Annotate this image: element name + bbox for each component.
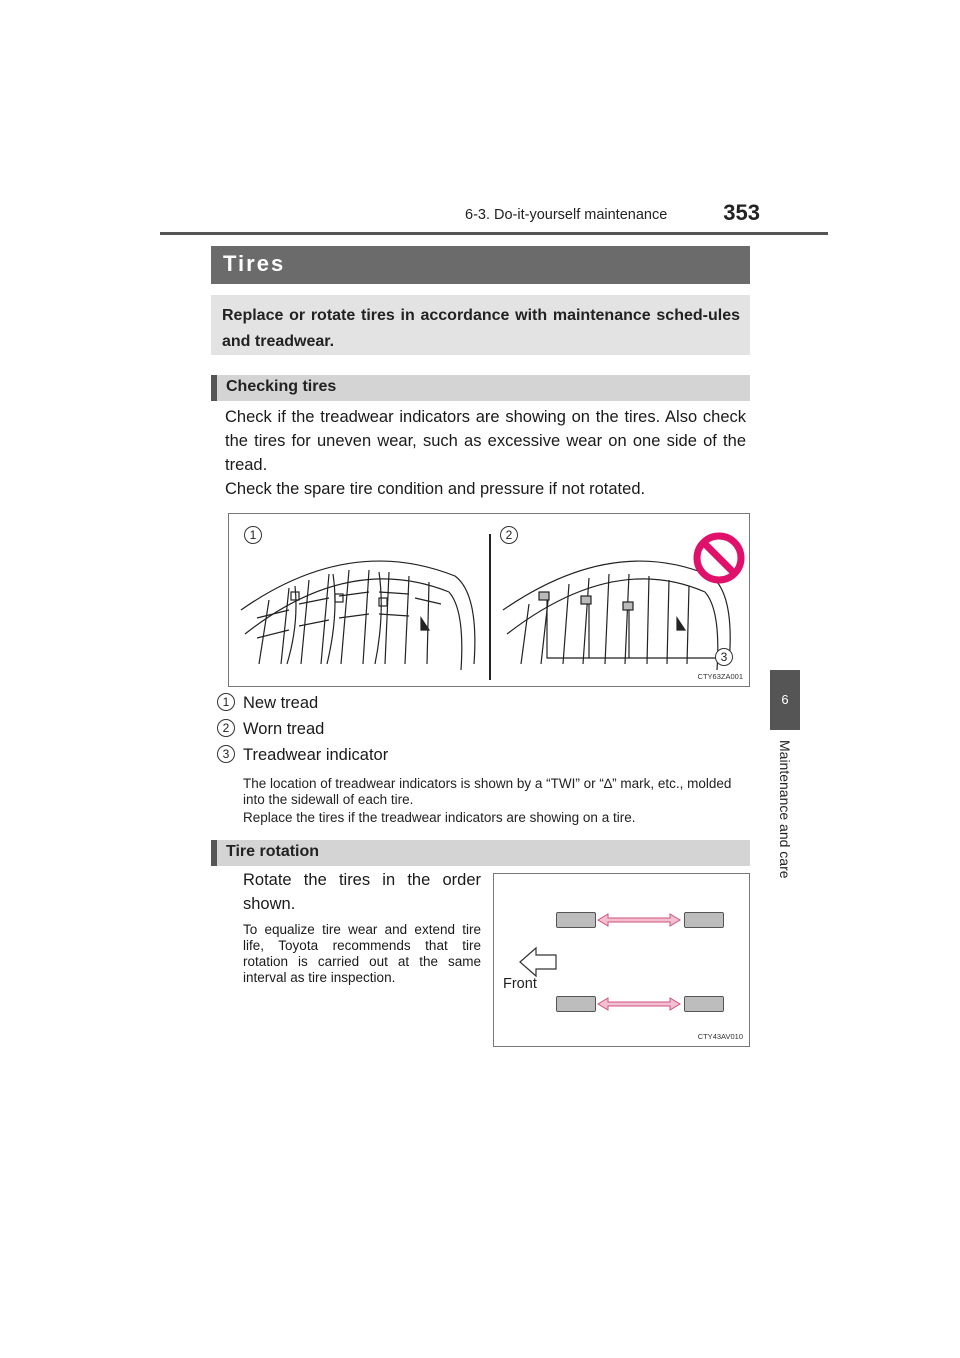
rear-rotation-arrow — [598, 998, 680, 1010]
front-direction-arrow-icon — [520, 948, 556, 976]
chapter-tab: 6 — [770, 670, 800, 730]
figure-label-1: 1 — [244, 526, 262, 544]
chapter-title: Maintenance and care — [777, 740, 793, 879]
figure-code: CTY63ZA001 — [697, 672, 743, 681]
worn-tread-tire — [503, 561, 730, 670]
intro-box — [211, 295, 750, 355]
rotation-figure-code: CTY43AV010 — [697, 1032, 743, 1041]
intro-text: Replace or rotate tires in accordance with maintenance sched-ules and treadwear. — [222, 307, 740, 350]
legend-text-2: Worn tread — [243, 720, 325, 738]
figure-label-2: 2 — [500, 526, 518, 544]
tire-rotation-heading: Tire rotation — [226, 843, 320, 860]
rotation-paragraph: Rotate the tires in the order shown. — [243, 871, 481, 913]
legend-num-2: 2 — [217, 719, 235, 737]
header-rule — [160, 232, 828, 235]
chapter-label — [770, 740, 800, 890]
checking-paragraph-2: Check the spare tire condition and pressure if not rotated. — [225, 480, 646, 498]
legend-text-1: New tread — [243, 694, 319, 712]
legend-text-3: Treadwear indicator — [243, 746, 389, 764]
checking-tires-heading-bar — [211, 375, 750, 401]
rotation-note: To equalize tire wear and extend tire life, Toyota recommends that tire rotation is carried out at the same interval as tire inspection. — [243, 922, 481, 985]
legend-num-3: 3 — [217, 745, 235, 763]
new-tread-tire — [241, 561, 475, 670]
page-title-bar — [211, 246, 750, 284]
legend-num-1: 1 — [217, 693, 235, 711]
front-rotation-arrow — [598, 914, 680, 926]
tire-rotation-heading-bar — [211, 840, 750, 866]
section-title: 6-3. Do-it-yourself maintenance — [465, 207, 668, 223]
prohibited-icon — [697, 536, 741, 580]
treadwear-figure — [228, 513, 750, 687]
treadwear-note-2: Replace the tires if the treadwear indicators are showing on a tire. — [243, 810, 636, 825]
figure-label-3: 3 — [715, 648, 733, 666]
checking-paragraph-1: Check if the treadwear indicators are showing on the tires. Also check the tires for uneven wear, such as excessive wear on one side of the tread. — [225, 408, 746, 474]
rotation-arrows — [494, 874, 749, 1046]
rotation-figure — [493, 873, 750, 1047]
page-title: Tires — [223, 251, 286, 276]
treadwear-note-1: The location of treadwear indicators is shown by a “TWI” or “∆” mark, etc., molded into the sidewall of each tire. — [243, 776, 732, 807]
checking-tires-heading: Checking tires — [226, 378, 337, 395]
page-number: 353 — [723, 200, 760, 225]
front-label: Front — [503, 976, 537, 992]
tire-illustration — [229, 514, 749, 686]
